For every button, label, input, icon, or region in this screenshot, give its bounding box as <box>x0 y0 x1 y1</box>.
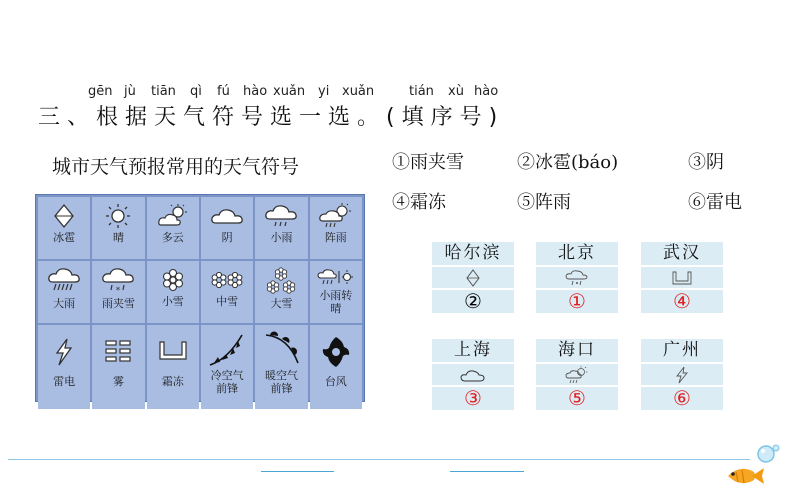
city-name: 广州 <box>641 339 723 364</box>
symbol-label: 冰雹 <box>53 231 76 244</box>
city-answer[interactable]: ④ <box>641 290 723 313</box>
symbol-cell <box>147 197 199 259</box>
pinyin-tian: tiān <box>151 84 176 99</box>
heavy-snow-icon <box>265 267 297 295</box>
symbol-label: 小雨转晴 <box>319 289 353 315</box>
city-card-shanghai <box>432 339 514 410</box>
fish-icon <box>722 442 784 492</box>
symbol-cell <box>92 325 144 409</box>
city-card-harbin <box>432 242 514 313</box>
symbol-cell <box>310 261 362 323</box>
symbol-cell <box>310 325 362 409</box>
lightning-icon <box>52 337 76 367</box>
city-answer[interactable]: ① <box>536 290 618 313</box>
city-name: 北京 <box>536 242 618 267</box>
symbol-label: 多云 <box>161 231 184 244</box>
city-card-wuhan <box>641 242 723 313</box>
fog-icon <box>104 339 132 363</box>
weather-symbol-table <box>35 194 365 402</box>
symbol-cell <box>201 197 253 259</box>
sleet-icon <box>565 269 589 287</box>
pinyin-gen: gēn <box>88 84 113 99</box>
city-answer[interactable]: ② <box>432 290 514 313</box>
symbol-label: 晴 <box>112 231 124 244</box>
city-weather-icon-box <box>641 267 723 290</box>
hail-icon <box>53 203 75 229</box>
symbol-cell <box>147 261 199 323</box>
legend-title: 城市天气预报常用的天气符号 <box>52 156 300 178</box>
city-name: 上海 <box>432 339 514 364</box>
pinyin-xu: xù <box>448 84 464 99</box>
symbol-cell <box>92 197 144 259</box>
symbol-cell <box>255 325 307 409</box>
pinyin-hao: hào <box>243 84 268 99</box>
pinyin-hao2: hào <box>474 84 499 99</box>
symbol-label: 霜冻 <box>161 375 184 388</box>
sunny-icon <box>104 203 132 229</box>
city-name: 武汉 <box>641 242 723 267</box>
option-5: ⑤阵雨 <box>517 192 571 213</box>
symbol-label: 雾 <box>112 375 124 388</box>
typhoon-icon <box>321 335 351 369</box>
symbol-label: 雷电 <box>53 375 76 388</box>
lightning-icon <box>674 366 690 384</box>
pinyin-xuan2: xuǎn <box>342 84 375 99</box>
symbol-label: 小雨 <box>270 231 293 244</box>
city-answer[interactable]: ⑥ <box>641 387 723 410</box>
light-snow-icon <box>160 267 186 293</box>
symbol-cell <box>38 197 90 259</box>
option-3: ③阴 <box>688 152 724 173</box>
city-weather-icon-box <box>536 267 618 290</box>
city-name: 哈尔滨 <box>432 242 514 267</box>
city-weather-icon-box <box>641 364 723 387</box>
symbol-label: 暖空气前锋 <box>264 369 298 395</box>
heavy-rain-icon <box>47 267 81 295</box>
overcast-icon <box>210 203 244 229</box>
pinyin-xuan1: xuǎn <box>273 84 306 99</box>
city-weather-icon-box <box>432 364 514 387</box>
symbol-label: 台风 <box>324 375 347 388</box>
frost-icon <box>671 270 693 286</box>
city-answer[interactable]: ⑤ <box>536 387 618 410</box>
symbol-label: 阴 <box>221 231 233 244</box>
question-title: 三、根据天气符号选一选。(填序号) <box>38 105 505 130</box>
symbol-label: 阵雨 <box>324 231 347 244</box>
symbol-cell <box>38 325 90 409</box>
city-card-guangzhou <box>641 339 723 410</box>
sleet-icon <box>101 267 135 295</box>
pinyin-tian2: tián <box>409 84 434 99</box>
pinyin-fu: fú <box>217 84 230 99</box>
warm-front-icon <box>260 329 302 369</box>
shower-icon <box>318 203 354 229</box>
symbol-cell <box>201 325 253 409</box>
rain-to-sunny-icon <box>317 267 355 287</box>
pinyin-qi: qì <box>190 84 202 99</box>
option-2: ②冰雹(báo) <box>517 152 619 173</box>
hail-icon <box>466 269 480 287</box>
symbol-cell <box>255 261 307 323</box>
moderate-snow-icon <box>210 267 244 293</box>
city-weather-icon-box <box>536 364 618 387</box>
city-card-haikou <box>536 339 618 410</box>
symbol-label: 雨夹雪 <box>101 297 135 310</box>
pinyin-yi: yi <box>318 84 330 99</box>
symbol-cell <box>147 325 199 409</box>
frost-icon <box>157 339 189 363</box>
partly-cloudy-icon <box>156 203 190 229</box>
symbol-cell <box>310 197 362 259</box>
symbol-label: 中雪 <box>216 295 239 308</box>
footer-blank-right <box>450 471 524 472</box>
footer-blank-left <box>261 471 334 472</box>
symbol-cell <box>92 261 144 323</box>
option-4: ④霜冻 <box>392 192 446 213</box>
symbol-cell <box>38 261 90 323</box>
option-6: ⑥雷电 <box>688 192 742 213</box>
svg-text:*: * <box>116 286 121 295</box>
symbol-label: 小雪 <box>161 295 184 308</box>
cold-front-icon <box>206 329 248 369</box>
pinyin-ju: jù <box>124 84 136 99</box>
city-weather-icon-box <box>432 267 514 290</box>
city-card-beijing <box>536 242 618 313</box>
symbol-cell <box>201 261 253 323</box>
shower-icon <box>565 366 589 384</box>
footer-divider <box>8 459 750 460</box>
symbol-cell <box>255 197 307 259</box>
symbol-label: 大雪 <box>270 297 293 310</box>
city-answer[interactable]: ③ <box>432 387 514 410</box>
light-rain-icon <box>264 203 298 229</box>
symbol-label: 大雨 <box>53 297 76 310</box>
option-1: ①雨夹雪 <box>392 152 464 173</box>
city-name: 海口 <box>536 339 618 364</box>
symbol-label: 冷空气前锋 <box>210 369 244 395</box>
overcast-icon <box>460 367 486 383</box>
